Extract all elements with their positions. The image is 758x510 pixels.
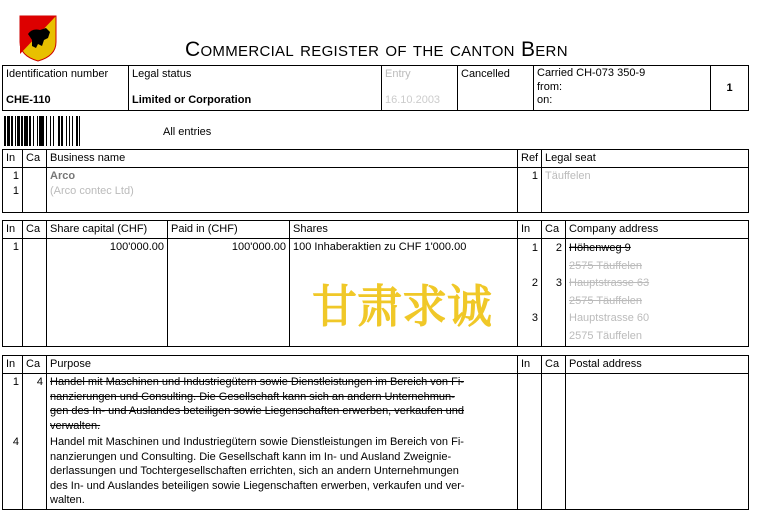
address-ca-cell	[542, 239, 566, 347]
col-header: Ca	[542, 356, 566, 374]
business-name: Arco	[50, 170, 76, 182]
on-label: on:	[537, 94, 553, 106]
business-name-table	[2, 149, 749, 213]
in-value: 4	[12, 436, 19, 448]
ca-cell	[23, 374, 47, 510]
entry-cell	[382, 66, 458, 111]
col-header: In	[3, 356, 23, 374]
col-header: In	[3, 221, 23, 239]
from-label: from:	[537, 80, 563, 93]
postal-ca-cell	[542, 374, 566, 510]
col-header: Paid in (CHF)	[168, 221, 290, 239]
company-address	[566, 239, 749, 347]
col-header: Company address	[566, 221, 749, 239]
purpose-entry-current: Handel mit Maschinen und Industriegütern sowie Dienstleistungen im Bereich von Fi- nanzierungen und Consulting. Die Gesellschaft kann im In- und Ausland Zweignie- derlassungen und Tochtergesellschaften errichten, sich an andern Unternehmungen des In- und Auslandes beteiligen sowie Liegenschaften erwerben, verkaufen und ver- walten.	[50, 436, 465, 506]
shares: 100 Inhaberaktien zu CHF 1'000.00	[290, 239, 518, 347]
in-cell	[3, 374, 23, 510]
col-header: Ca	[542, 221, 566, 239]
legal-seat: Täuffelen	[542, 168, 749, 213]
page-title: Commercial register of the canton Bern	[185, 38, 568, 61]
purpose-text	[47, 374, 518, 510]
table-row	[3, 168, 749, 213]
info-table	[2, 65, 749, 111]
id-value: CHE-110	[6, 94, 51, 106]
address-city: 2575 Täuffelen	[569, 259, 642, 272]
address-in-cell	[518, 239, 542, 347]
col-header: Purpose	[47, 356, 518, 374]
table-row	[3, 374, 749, 510]
entry-value: 16.10.2003	[385, 94, 441, 106]
in-value: 1	[3, 239, 23, 347]
page-number: 1	[711, 66, 749, 111]
all-entries-label: All entries	[163, 126, 212, 138]
col-header: In	[518, 356, 542, 374]
col-header: In	[3, 150, 23, 168]
in-value: 1	[531, 242, 538, 254]
postal-address	[566, 374, 749, 510]
purpose-table	[2, 355, 749, 510]
ca-cell	[23, 239, 47, 347]
in-value: 1	[12, 185, 19, 197]
business-name-translation: (Arco contec Ltd)	[50, 185, 134, 197]
ref-value: 1	[518, 168, 542, 213]
paid-in: 100'000.00	[168, 239, 290, 347]
address-street: Höhenweg 9	[569, 242, 631, 254]
in-value: 1	[12, 170, 19, 182]
legal-status-cell	[129, 66, 382, 111]
share-capital: 100'000.00	[47, 239, 168, 347]
col-header: Legal seat	[542, 150, 749, 168]
ca-value: 4	[36, 376, 43, 388]
postal-in-cell	[518, 374, 542, 510]
address-city: 2575 Täuffelen	[569, 294, 642, 307]
col-header: Share capital (CHF)	[47, 221, 168, 239]
col-header: Ca	[23, 221, 47, 239]
barcode-bar	[80, 116, 82, 146]
cancelled-cell	[458, 66, 534, 111]
address-street: Hauptstrasse 60	[569, 312, 650, 324]
in-cell	[3, 168, 23, 213]
in-value: 2	[531, 277, 538, 289]
ca-cell	[23, 168, 47, 213]
business-name-cell	[47, 168, 518, 213]
address-city: 2575 Täuffelen	[569, 329, 642, 342]
id-cell	[3, 66, 129, 111]
cancelled-label: Cancelled	[461, 68, 510, 80]
barcode	[4, 116, 157, 146]
ca-value: 2	[555, 242, 562, 254]
in-value: 1	[12, 376, 19, 388]
in-value: 3	[531, 312, 538, 324]
bern-coat-of-arms-icon	[18, 14, 58, 62]
address-street: Hauptstrasse 63	[569, 277, 650, 289]
carried-label: Carried CH-073 350-9	[537, 67, 646, 79]
carried-cell	[534, 66, 711, 111]
col-header: Ca	[23, 356, 47, 374]
col-header: Postal address	[566, 356, 749, 374]
entry-label: Entry	[385, 68, 411, 80]
legal-status-value: Limited or Corporation	[132, 94, 252, 106]
id-label: Identification number	[6, 68, 109, 80]
col-header: Ca	[23, 150, 47, 168]
col-header: Shares	[290, 221, 518, 239]
col-header: In	[518, 221, 542, 239]
ca-value: 3	[555, 277, 562, 289]
purpose-entry-cancelled: Handel mit Maschinen und Industriegütern sowie Dienstleistungen im Bereich von Fi- nanzierungen und Consulting. Die Gesellschaft kann sich an andern Unternehmun- gen des In- und Auslandes beteiligen sowie Liegenschaften erwerben, verkaufen und verwalten.	[50, 376, 465, 432]
watermark: 甘肃求诚	[312, 281, 493, 332]
legal-status-label: Legal status	[132, 68, 192, 80]
col-header: Business name	[47, 150, 518, 168]
col-header: Ref	[518, 150, 542, 168]
